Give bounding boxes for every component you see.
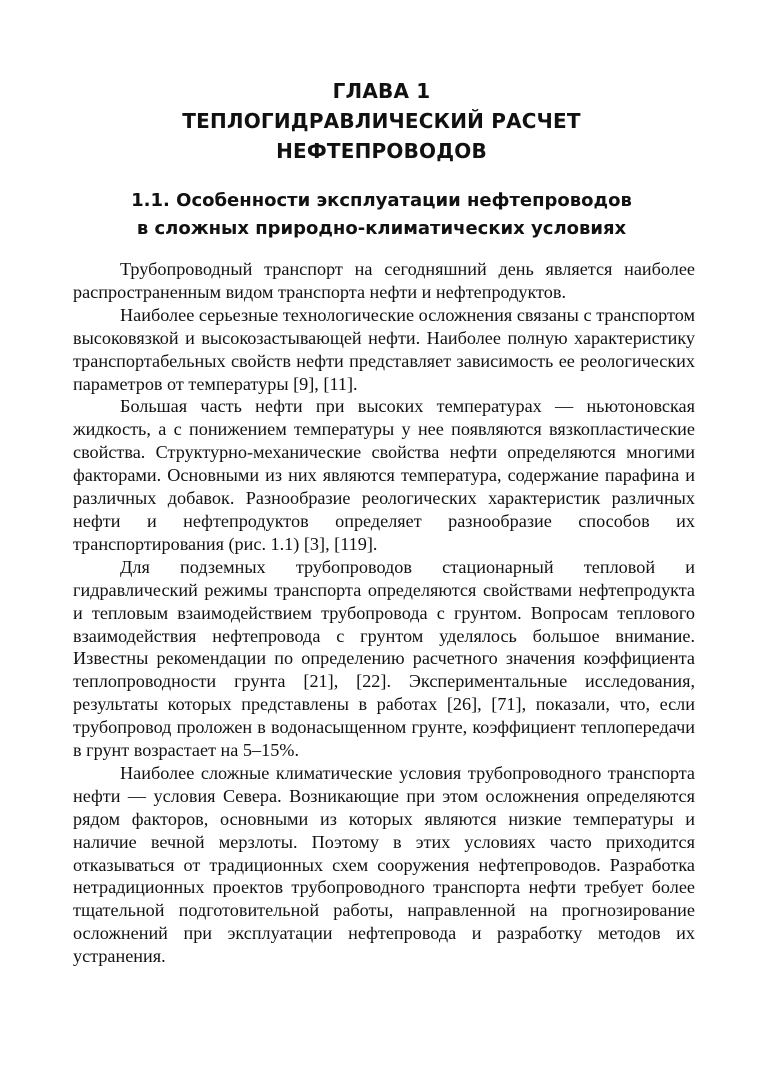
- chapter-title-line-2: НЕФТЕПРОВОДОВ: [276, 139, 487, 163]
- paragraph: Для подземных трубопроводов стационарный тепловой и гидравлический режимы транспорта определяются свойствами нефтепродукта и тепловым взаимодействием трубопровода с грунтом. Вопросам теплового взаимодействия нефтепровода с грунтом уделялось большое внимание. Известны рекомендации по определению расчетного значения коэффициента теплопроводности грунта [21], [22]. Экспериментальные исследования, результаты которых представлены в работах [26], [71], показали, что, если трубопровод проложен в водонасыщенном грунте, коэффициент теплопередачи в грунт возрастает на 5–15%.: [73, 556, 695, 761]
- chapter-number: ГЛАВА 1: [332, 79, 431, 103]
- section-title-line-1: 1.1. Особенности эксплуатации нефтепроводов: [131, 190, 632, 211]
- paragraph: Наиболее серьезные технологические осложнения связаны с транспортом высоковязкой и высокозастывающей нефти. Наиболее полную характеристику транспортабельных свойств нефти представляет зависимость ее реологических параметров от температуры [9], [11].: [73, 304, 695, 394]
- chapter-title-line-1: ТЕПЛОГИДРАВЛИЧЕСКИЙ РАСЧЕТ: [182, 109, 581, 133]
- paragraph: Большая часть нефти при высоких температурах — ньютоновская жидкость, а с понижением температуры у нее появляются вязкопластические свойства. Структурно-механические свойства нефти определяются многими факторами. Основными из них являются температура, содержание парафина и различных добавок. Разнообразие реологических характеристик различных нефти и нефтепродуктов определяет разнообразие способов их транспортирования (рис. 1.1) [3], [119].: [73, 396, 695, 554]
- paragraph: Трубопроводный транспорт на сегодняшний день является наиболее распространенным видом транспорта нефти и нефтепродуктов.: [73, 259, 695, 302]
- paragraph: Наиболее сложные климатические условия трубопроводного транспорта нефти — условия Севера. Возникающие при этом осложнения определяются рядом факторов, основными из которых являются низкие температуры и наличие вечной мерзлоты. Поэтому в этих условиях часто приходится отказываться от традиционных схем сооружения нефтепроводов. Разработка нетрадиционных проектов трубопроводного транспорта нефти требует более тщательной подготовительной работы, направленной на прогнозирование осложнений при эксплуатации нефтепровода и разработку методов их устранения.: [73, 762, 695, 967]
- body-text: [73, 258, 695, 968]
- section-title-line-2: в сложных природно-климатических условиях: [136, 218, 627, 239]
